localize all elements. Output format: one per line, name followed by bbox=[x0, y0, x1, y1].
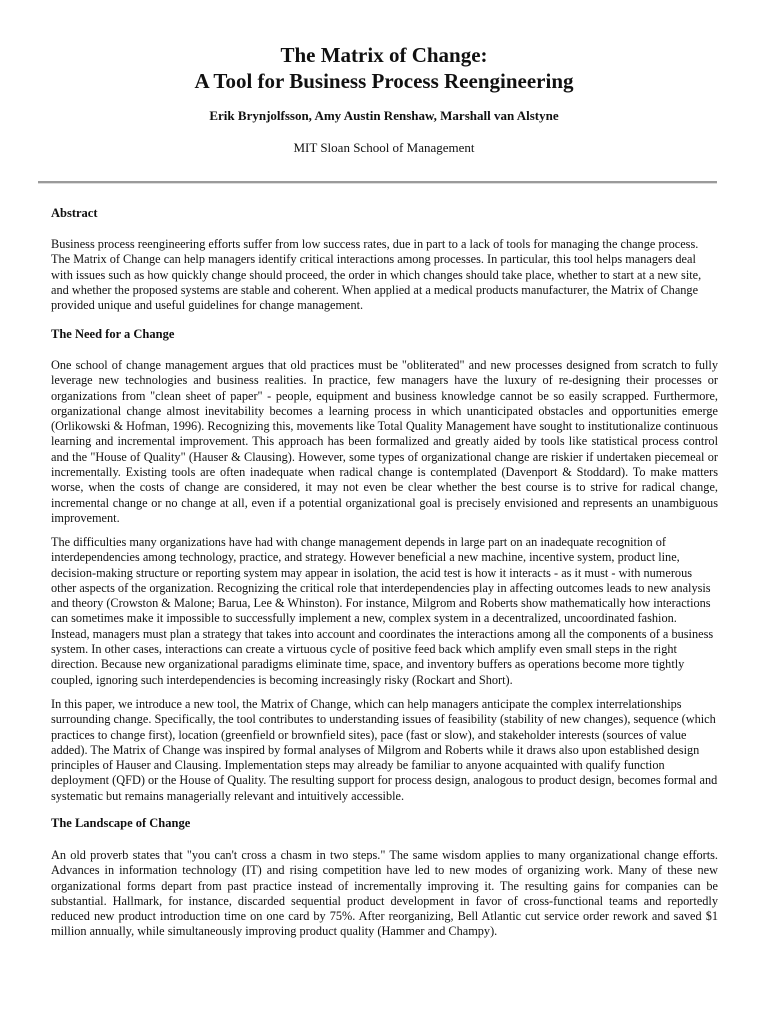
affiliation: MIT Sloan School of Management bbox=[293, 140, 475, 155]
landscape-paragraph-1: An old proverb states that "you can't cross a chasm in two steps." The same wisdom applies to many organizational change efforts. Advances in information technology (IT) and rising competition have led to new modes of organizing work. Many of these new organizational forms depart from past practice instead of incrementally improving it. The resulting gains for companies can be substantial. Hallmark, for instance, discarded sequential product development in favor of cross-functional teams and reportedly reduced new product introduction time on one card by 75%. After reorganizing, Bell Atlantic cut service order rework and saved $1 million annually, while simultaneously improving product quality (Hammer and Champy). bbox=[51, 848, 718, 939]
title-line-1: The Matrix of Change: bbox=[280, 43, 488, 67]
need-paragraph-2: The difficulties many organizations have had with change management depends in large part on an inadequate recognition of interdependencies among technology, practice, and strategy. However beneficial a new machine, incentive system, product line, decision-making structure or reporting system may appear in isolation, the acid test is how it interacts - as it must - with numerous other aspects of the organization. Recognizing the critical role that interdependencies play in affecting outcomes leads to new analysis and theory (Crowston & Malone; Barua, Lee & Whinston). For instance, Milgrom and Roberts show mathematically how interactions can sometimes make it impossible to successfully implement a new, complex system in a decentralized, uncoordinated fashion. Instead, managers must plan a strategy that takes into account and coordinates the interactions among all the components of a business system. In other cases, interactions can create a virtuous cycle of positive feed back which amplify even small steps in the right direction. Because new organizational paradigms eliminate time, space, and inventory buffers as operations become more tightly coupled, ignoring such interdependencies is becoming increasingly risky (Rockart and Short). bbox=[51, 535, 714, 687]
need-for-change-heading: The Need for a Change bbox=[51, 327, 175, 341]
paper-title bbox=[0, 42, 768, 94]
author-list: Erik Brynjolfsson, Amy Austin Renshaw, Marshall van Alstyne bbox=[209, 108, 559, 123]
need-paragraph-3: In this paper, we introduce a new tool, the Matrix of Change, which can help managers anticipate the complex interrelationships surrounding change. Specifically, the tool contributes to understanding issues of feasibility (stability of new changes), sequence (which practices to change first), location (greenfield or brownfield sites), pace (fast or slow), and stakeholder interests (sources of value added). The Matrix of Change was inspired by formal analyses of Milgrom and Roberts while it draws also upon established design principles of Hauser and Clausing. Implementation steps may already be familiar to anyone acquainted with qualify function deployment (QFD) or the House of Quality. The resulting support for process design, analogous to product design, becomes formal and systematic but remains managerially relevant and intuitively accessible. bbox=[51, 697, 718, 803]
landscape-heading: The Landscape of Change bbox=[51, 816, 191, 830]
horizontal-divider bbox=[38, 181, 717, 184]
need-paragraph-1: One school of change management argues that old practices must be "obliterated" and new processes designed from scratch to fully leverage new technologies and business realities. In practice, few managers have the luxury of re-designing their processes or organizations from "clean sheet of paper" - people, equipment and business knowledge cannot be so easily scrapped. Furthermore, organizational change almost inevitability becomes a learning process in which unanticipated obstacles and opportunities emerge (Orlikowski & Hofman, 1996). Recognizing this, movements like Total Quality Management have sought to institutionalize continuous learning and incremental improvement. This approach has been formalized and greatly aided by tools like statistical process control and the "House of Quality" (Hauser & Clausing). However, some types of organizational change are riskier if undertaken piecemeal or incrementally. Existing tools are often inadequate when radical change is contemplated (Davenport & Stoddard). To make matters worse, when the costs of change are considered, it may not even be clear whether the best course is to strive for radical change, incremental change or no change at all, even if a potential organizational goal is precisely envisioned and represents an unambiguous improvement. bbox=[51, 358, 718, 525]
abstract-paragraph: Business process reengineering efforts suffer from low success rates, due in part to a lack of tools for managing the change process. The Matrix of Change can help managers identify critical interactions among processes. In particular, this tool helps managers deal with issues such as how quickly change should proceed, the order in which changes should take place, whether to start at a new site, and whether the proposed systems are stable and coherent. When applied at a medical products manufacturer, the Matrix of Change provided unique and useful guidelines for change management. bbox=[51, 237, 702, 313]
abstract-heading: Abstract bbox=[51, 206, 98, 220]
title-line-2: A Tool for Business Process Reengineering bbox=[194, 69, 574, 93]
